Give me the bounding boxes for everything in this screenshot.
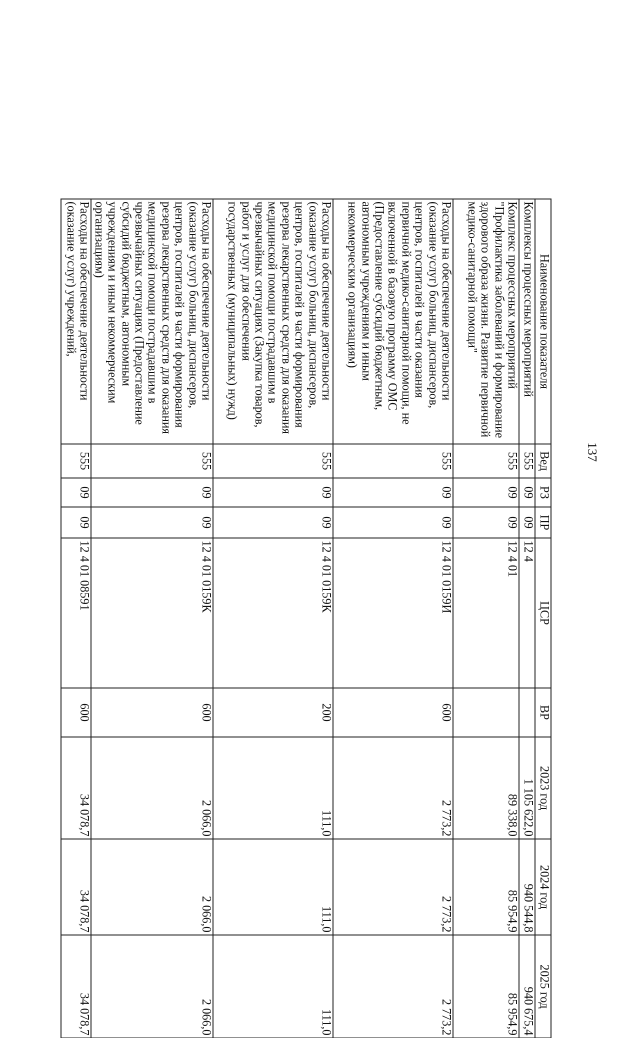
row-2025: 2 066,0	[91, 935, 213, 1038]
row-ved: 555	[61, 444, 91, 478]
header-2025: 2025 год	[535, 935, 551, 1038]
row-name: Расходы на обеспечение деятельности (оказание услуг) учреждений,	[61, 199, 91, 444]
row-vr	[519, 688, 535, 737]
row-2025: 940 675,4	[519, 935, 535, 1038]
table-row	[333, 199, 453, 1038]
row-name: Расходы на обеспечение деятельности (оказание услуг) больниц, диспансеров, центров, госпиталей в части формирования резерва лекарственных средств для оказания медицинской помощи пострадавшим в чрезвычайных ситуациях (Закупка товаров, работ и услуг для обеспечения государственных (муниципальных) нужд)	[213, 199, 333, 444]
header-row	[535, 199, 551, 1038]
row-2025: 2 773,2	[333, 935, 453, 1038]
row-vr	[453, 688, 519, 737]
row-2023: 2 066,0	[91, 737, 213, 839]
row-ved: 555	[519, 444, 535, 478]
row-rz: 09	[333, 478, 453, 507]
row-pr: 09	[519, 507, 535, 538]
row-2023: 1 105 622,0	[519, 737, 535, 839]
header-ved: Вед	[535, 444, 551, 478]
row-rz: 09	[213, 478, 333, 507]
row-pr: 09	[61, 507, 91, 538]
row-pr: 09	[453, 507, 519, 538]
row-csr: 12 4	[519, 538, 535, 688]
row-rz: 09	[453, 478, 519, 507]
table-row	[453, 199, 519, 1038]
header-csr: ЦСР	[535, 538, 551, 688]
header-2024: 2024 год	[535, 839, 551, 935]
row-pr: 09	[213, 507, 333, 538]
row-rz: 09	[91, 478, 213, 507]
row-2024: 34 078,7	[61, 839, 91, 935]
table-row	[213, 199, 333, 1038]
row-vr: 600	[333, 688, 453, 737]
rotated-page	[43, 198, 551, 1037]
header-2023: 2023 год	[535, 737, 551, 839]
row-csr: 12 4 01 0159К	[213, 538, 333, 688]
row-rz: 09	[519, 478, 535, 507]
row-ved: 555	[213, 444, 333, 478]
row-2024: 940 544,8	[519, 839, 535, 935]
row-pr: 09	[333, 507, 453, 538]
row-rz: 09	[61, 478, 91, 507]
row-ved: 555	[453, 444, 519, 478]
table-row	[61, 199, 91, 1038]
budget-table	[60, 198, 551, 1038]
table-row	[519, 199, 535, 1038]
row-2024: 2 066,0	[91, 839, 213, 935]
header-rz: РЗ	[535, 478, 551, 507]
row-2025: 34 078,7	[61, 935, 91, 1038]
row-2023: 2 773,2	[333, 737, 453, 839]
row-2023: 89 338,0	[453, 737, 519, 839]
row-2025: 85 954,9	[453, 935, 519, 1038]
header-name: Наименование показателя	[535, 199, 551, 444]
row-name: Расходы на обеспечение деятельности (оказание услуг) больниц, диспансеров, центров, госпиталей в части формирования резерва лекарственных средств для оказания медицинской помощи пострадавшим в чрезвычайных ситуациях (Предоставление субсидий бюджетным, автономным учреждениям и иным некоммерческим организациям)	[91, 199, 213, 444]
row-vr: 600	[61, 688, 91, 737]
row-csr: 12 4 01	[453, 538, 519, 688]
budget-table-frame	[43, 198, 551, 1037]
row-csr: 12 4 01 0159К	[91, 538, 213, 688]
row-2023: 111,0	[213, 737, 333, 839]
row-pr: 09	[91, 507, 213, 538]
row-2025: 111,0	[213, 935, 333, 1038]
row-vr: 600	[91, 688, 213, 737]
row-ved: 555	[333, 444, 453, 478]
row-name: Расходы на обеспечение деятельности (оказание услуг) больниц, диспансеров, центров, госпиталей в части оказания первичной медико-санитарной помощи, не включенной в базовую программу ОМС (Предоставление субсидий бюджетным, автономным учреждениям и иным некоммерческим организациям)	[333, 199, 453, 444]
header-vr: ВР	[535, 688, 551, 737]
row-ved: 555	[91, 444, 213, 478]
row-2024: 111,0	[213, 839, 333, 935]
row-2024: 85 954,9	[453, 839, 519, 935]
page-number: 137	[585, 442, 600, 462]
row-2024: 2 773,2	[333, 839, 453, 935]
row-vr: 200	[213, 688, 333, 737]
row-csr: 12 4 01 08591	[61, 538, 91, 688]
table-row	[91, 199, 213, 1038]
row-2023: 34 078,7	[61, 737, 91, 839]
row-name: Комплексы процессных мероприятий	[519, 199, 535, 444]
row-name: Комплекс процессных мероприятий "Профилактика заболеваний и формирование здорового образа жизни. Развитие первичной медико-санитарной помощи"	[453, 199, 519, 444]
row-csr: 12 4 01 0159И	[333, 538, 453, 688]
header-pr: ПР	[535, 507, 551, 538]
